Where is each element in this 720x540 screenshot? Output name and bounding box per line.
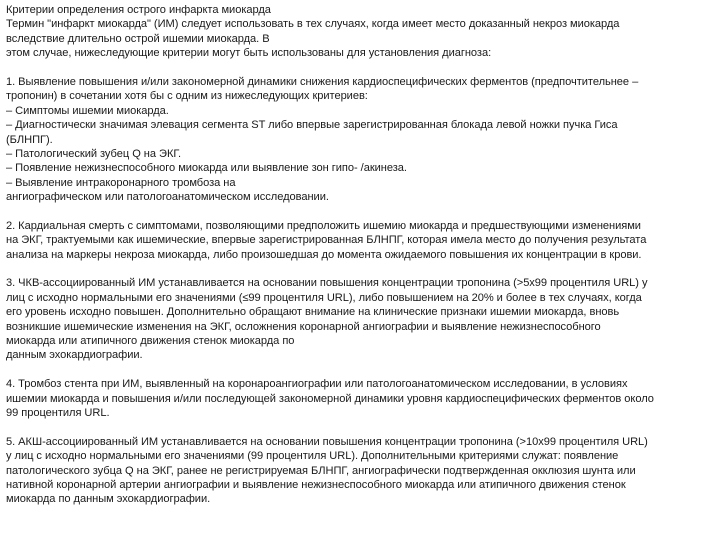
document-title: Критерии определения острого инфаркта миокарда bbox=[6, 4, 271, 16]
text-line: – Патологический зубец Q на ЭКГ. bbox=[6, 147, 182, 160]
text-line: Термин "инфаркт миокарда" (ИМ) следует использовать в тех случаях, когда имеет место доказанный некроз миокарда bbox=[6, 18, 620, 31]
criterion-4 bbox=[6, 377, 714, 420]
criterion-2 bbox=[6, 219, 714, 262]
text-line: нативной коронарной артерии ангиографии и выявление нежизнеспособного миокарда или атипичного движения стенок bbox=[6, 478, 626, 491]
text-line: этом случае, нижеследующие критерии могут быть использованы для установления диагноза: bbox=[6, 47, 492, 60]
text-line: вследствие длительно острой ишемии миокарда. В bbox=[6, 32, 270, 45]
paragraph-gap bbox=[6, 420, 714, 434]
paragraph-gap bbox=[6, 262, 714, 276]
text-line: 1. Выявление повышения и/или закономерной динамики снижения кардиоспецифических ферментов (предпочтительнее – bbox=[6, 75, 639, 88]
text-line: лиц с исходно нормальными его значениями (≤99 процентиля URL), либо повышением на 20% и более в тех случаях, когда bbox=[6, 291, 642, 304]
text-line: патологического зубца Q на ЭКГ, ранее не регистрируемая БЛНПГ, ангиографически подтвержденная окклюзия шунта или bbox=[6, 464, 636, 477]
paragraph-gap bbox=[6, 204, 714, 218]
text-line: миокарда по данным эхокардиографии. bbox=[6, 493, 211, 506]
intro-paragraph bbox=[6, 3, 714, 61]
text-line: 99 процентиля URL. bbox=[6, 406, 110, 419]
text-line: тропонин) в сочетании хотя бы с одним из нижеследующих критериев: bbox=[6, 90, 368, 103]
text-line: – Симптомы ишемии миокарда. bbox=[6, 104, 169, 117]
text-line: 2. Кардиальная смерть с симптомами, позволяющими предположить ишемию миокарда и предшествующими изменениями bbox=[6, 219, 641, 232]
text-line: – Диагностически значимая элевация сегмента ST либо впервые зарегистрированная блокада левой ножки пучка Гиса bbox=[6, 119, 618, 132]
text-line: – Появление нежизнеспособного миокарда или выявление зон гипо- /акинеза. bbox=[6, 162, 407, 175]
text-line: 5. АКШ-ассоциированный ИМ устанавливается на основании повышения концентрации тропонина (>10x99 процентиля URL) bbox=[6, 435, 648, 448]
text-line: 4. Тромбоз стента при ИМ, выявленный на коронароангиографии или патологоанатомическом исследовании, в условиях bbox=[6, 378, 628, 391]
document-body bbox=[6, 3, 714, 507]
text-line: возникшие ишемические изменения на ЭКГ, осложнения коронарной ангиографии и выявление нежизнеспособного bbox=[6, 320, 601, 333]
text-line: миокарда или атипичного движения стенок миокарда по bbox=[6, 334, 295, 347]
text-line: данным эхокардиографии. bbox=[6, 349, 143, 362]
text-line: ангиографическом или патологоанатомическом исследовании. bbox=[6, 191, 329, 204]
text-line: его уровень исходно повышен. Дополнительно обращают внимание на клинические признаки ишемии миокарда, вновь bbox=[6, 306, 620, 319]
text-line: ишемии миокарда и повышения и/или последующей закономерной динамики уровня кардиоспецифических ферментов около bbox=[6, 392, 654, 405]
criterion-3 bbox=[6, 276, 714, 362]
criterion-1 bbox=[6, 75, 714, 205]
text-line: анализа на маркеры некроза миокарда, либо произошедшая до момента ожидаемого повышения их концентрации в крови. bbox=[6, 248, 642, 261]
criterion-5 bbox=[6, 435, 714, 507]
text-line: на ЭКГ, трактуемыми как ишемические, впервые зарегистрированная БЛНПГ, которая имела место до получения результата bbox=[6, 234, 647, 247]
paragraph-gap bbox=[6, 61, 714, 75]
paragraph-gap bbox=[6, 363, 714, 377]
text-line: у лиц с исходно нормальными его значениями (99 процентиля URL). Дополнительными критериями служат: появление bbox=[6, 450, 619, 463]
text-line: (БЛНПГ). bbox=[6, 133, 53, 146]
text-line: – Выявление интракоронарного тромбоза на bbox=[6, 176, 236, 189]
text-line: 3. ЧКВ-ассоциированный ИМ устанавливается на основании повышения концентрации тропонина (>5x99 процентиля URL) у bbox=[6, 277, 648, 290]
